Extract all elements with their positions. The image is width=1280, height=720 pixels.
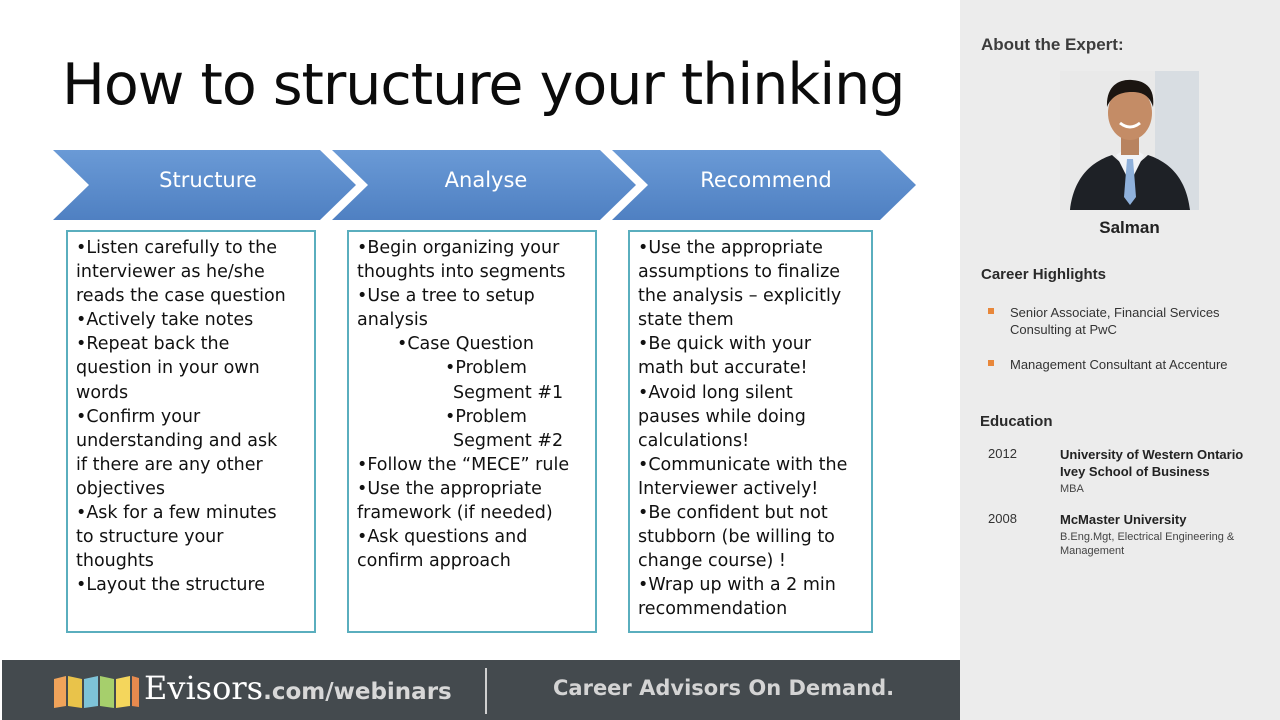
expert-heading: About the Expert: <box>981 35 1124 54</box>
list-item: objectives <box>76 478 166 499</box>
education-degree: B.Eng.Mgt, Electrical Engineering & <box>1060 531 1235 543</box>
person-portrait-icon <box>1060 71 1199 210</box>
list-item: reads the case question <box>76 286 286 307</box>
education-year: 2012 <box>988 446 1017 461</box>
list-item: change course) ! <box>638 551 786 572</box>
list-item: Interviewer actively! <box>638 478 819 499</box>
highlight-item: Senior Associate, Financial Services <box>1010 305 1220 320</box>
step-label-analyse: Analyse <box>444 168 528 192</box>
list-item: •Avoid long silent <box>638 382 793 403</box>
list-item: thoughts into segments <box>357 262 566 283</box>
evisors-brand[interactable] <box>144 669 452 707</box>
expert-photo <box>1060 71 1199 210</box>
list-item: •Begin organizing your <box>357 238 560 258</box>
bullet-square-icon <box>988 308 994 314</box>
list-item: Segment #2 <box>453 430 564 451</box>
education-school: Ivey School of Business <box>1060 464 1210 479</box>
education-degree: Management <box>1060 545 1125 557</box>
list-item: interviewer as he/she <box>76 262 265 283</box>
career-highlights-heading: Career Highlights <box>981 266 1107 283</box>
bullet-square-icon <box>988 360 994 366</box>
list-item: framework (if needed) <box>357 503 553 524</box>
list-item: •Case Question <box>397 334 534 355</box>
list-item: pauses while doing <box>638 406 806 427</box>
list-item: thoughts <box>76 551 154 572</box>
list-item: •Repeat back the <box>76 334 230 355</box>
list-item: understanding and ask <box>76 430 278 451</box>
list-item: •Be confident but not <box>638 503 828 524</box>
slide-title: How to structure your thinking <box>62 52 905 118</box>
highlight-item: Management Consultant at Accenture <box>1010 357 1228 372</box>
list-item: question in your own <box>76 358 260 379</box>
education-degree: MBA <box>1060 483 1084 495</box>
list-item: to structure your <box>76 527 224 548</box>
footer-tagline: Career Advisors On Demand. <box>553 676 895 700</box>
list-item: •Use the appropriate <box>638 238 823 258</box>
list-item: •Ask questions and <box>357 527 528 548</box>
list-item: assumptions to finalize <box>638 262 841 283</box>
structure-box <box>66 230 316 633</box>
list-item: •Layout the structure <box>76 575 266 596</box>
list-item: •Confirm your <box>76 406 201 427</box>
brand-url: .com/webinars <box>263 679 452 705</box>
list-item: state them <box>638 310 734 331</box>
list-item: calculations! <box>638 430 750 451</box>
expert-panel <box>960 0 1280 720</box>
brand-name: Evisors <box>144 669 264 707</box>
list-item: recommendation <box>638 599 788 620</box>
footer-divider <box>485 668 487 714</box>
recommend-box <box>628 230 873 633</box>
list-item: words <box>76 382 129 403</box>
footer-bar <box>2 660 960 720</box>
list-item: •Problem <box>445 406 527 427</box>
education-school: University of Western Ontario <box>1060 447 1244 462</box>
list-item: •Communicate with the <box>638 454 848 475</box>
highlight-item: Consulting at PwC <box>1010 322 1117 337</box>
list-item: •Problem <box>445 358 527 379</box>
analyse-box <box>347 230 597 633</box>
list-item: •Wrap up with a 2 min <box>638 575 836 596</box>
list-item: confirm approach <box>357 551 511 572</box>
list-item: •Be quick with your <box>638 334 812 355</box>
list-item: math but accurate! <box>638 358 808 379</box>
list-item: analysis <box>357 310 428 331</box>
education-school: McMaster University <box>1060 512 1187 527</box>
list-item: •Ask for a few minutes <box>76 503 277 524</box>
list-item: •Use the appropriate <box>357 478 542 499</box>
list-item: Segment #1 <box>453 382 564 403</box>
list-item: the analysis – explicitly <box>638 286 842 307</box>
education-year: 2008 <box>988 511 1017 526</box>
list-item: •Actively take notes <box>76 310 254 331</box>
expert-name: Salman <box>1099 218 1160 237</box>
list-item: if there are any other <box>76 454 263 475</box>
step-label-recommend: Recommend <box>700 168 832 192</box>
step-label-structure: Structure <box>159 168 257 192</box>
list-item: •Use a tree to setup <box>357 286 535 307</box>
list-item: •Listen carefully to the <box>76 238 278 258</box>
list-item: •Follow the “MECE” rule <box>357 454 570 475</box>
books-logo-icon <box>52 673 140 709</box>
list-item: stubborn (be willing to <box>638 527 835 548</box>
education-heading: Education <box>980 413 1053 430</box>
